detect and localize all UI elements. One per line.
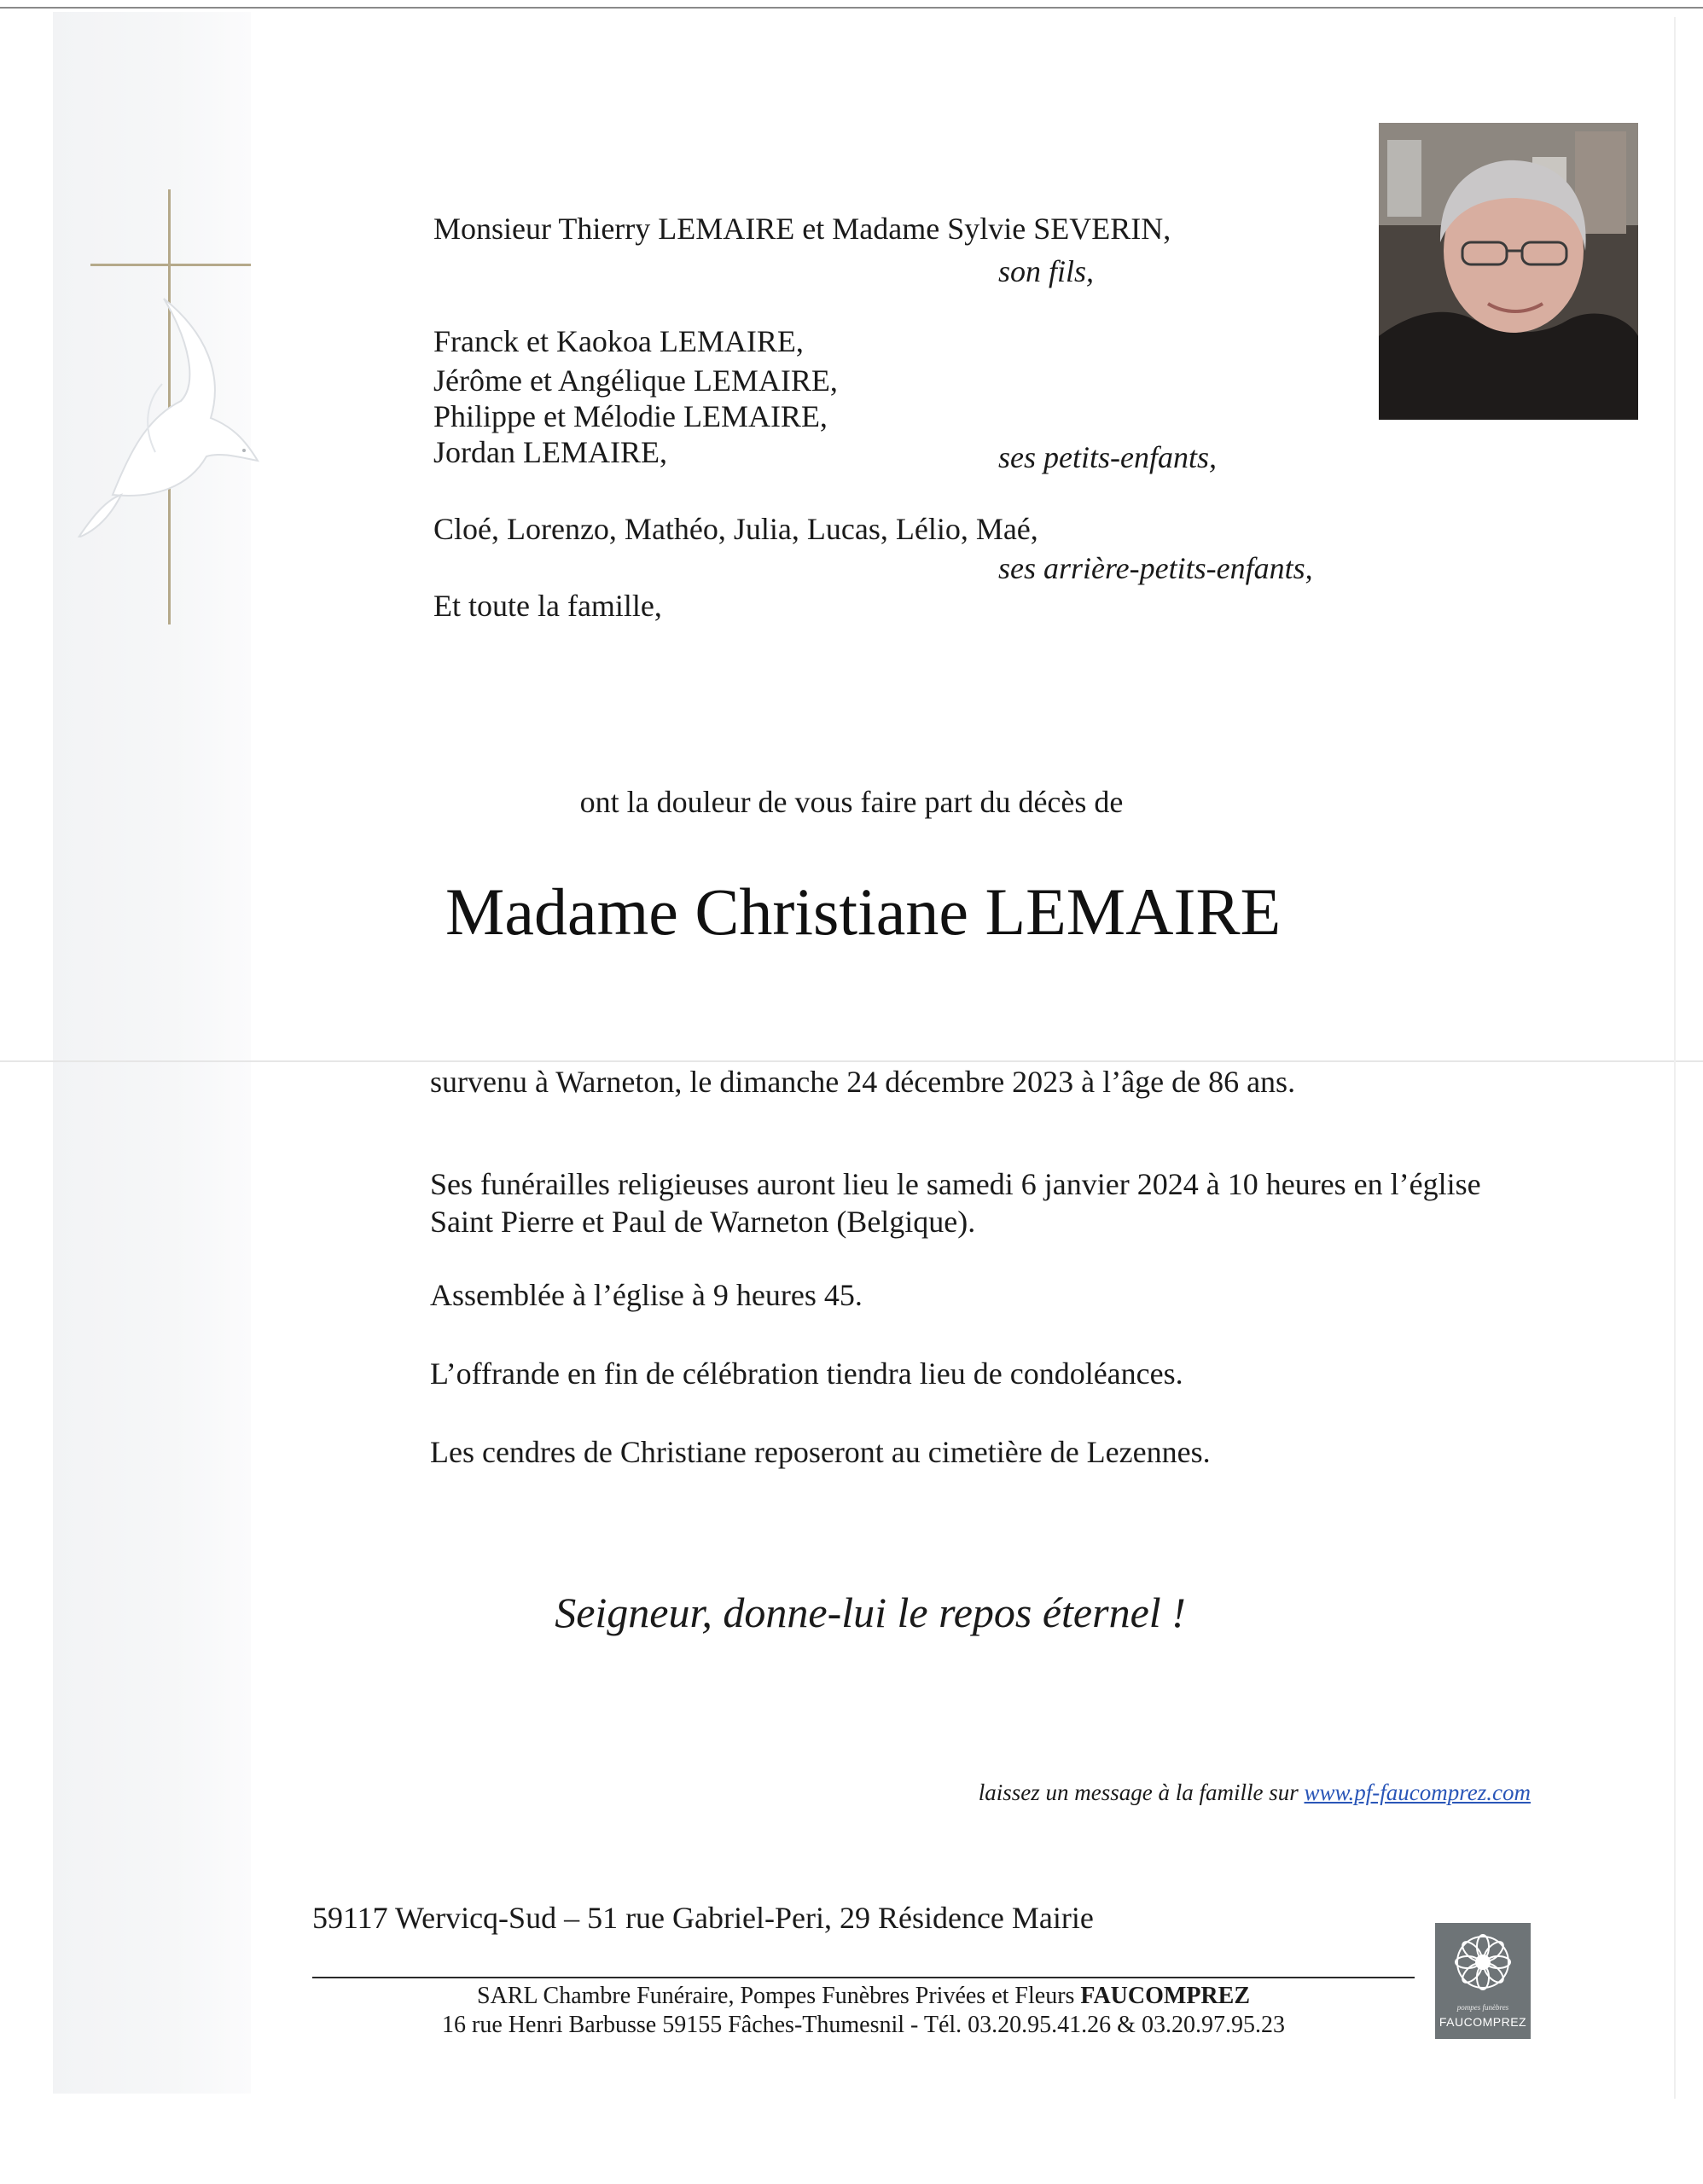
death-details: survenu à Warneton, le dimanche 24 décembre 2023 à l’âge de 86 ans. [430,1065,1296,1099]
family-address: 59117 Wervicq-Sud – 51 rue Gabriel-Peri, 29 Résidence Mairie [312,1901,1094,1935]
grandchild-line-1: Franck et Kaokoa LEMAIRE, [433,324,804,358]
great-grandchildren-relation: ses arrière-petits-enfants, [998,551,1313,585]
all-family: Et toute la famille, [433,589,662,623]
company-description: SARL Chambre Funéraire, Pompes Funèbres Privées et Fleurs [477,1983,1075,2009]
funeral-line-2: Saint Pierre et Paul de Warneton (Belgique). [430,1205,976,1239]
portrait-photo [1379,123,1638,420]
company-line-2: 16 rue Henri Barbusse 59155 Fâches-Thumesnil - Tél. 03.20.95.41.26 & 03.20.97.95.23 [442,2012,1285,2038]
grandchild-line-2: Jérôme et Angélique LEMAIRE, [433,363,838,398]
company-brand: FAUCOMPREZ [1080,1983,1250,2009]
company-logo [1435,1923,1531,2039]
grandchildren-relation: ses petits-enfants, [998,440,1217,474]
fold-line [0,1060,1703,1062]
ashes-note: Les cendres de Christiane reposeront au cimetière de Lezennes. [430,1435,1211,1469]
announcement: ont la douleur de vous faire part du décès de [579,785,1124,819]
message-prefix: laissez un message à la famille sur [978,1780,1299,1805]
top-rule [0,7,1703,9]
son-names: Monsieur Thierry LEMAIRE et Madame Sylvie SEVERIN, [433,212,1171,246]
grandchild-line-3: Philippe et Mélodie LEMAIRE, [433,399,828,433]
dove-icon [61,282,266,537]
website-link[interactable]: www.pf-faucomprez.com [1304,1780,1531,1805]
grandchild-line-4: Jordan LEMAIRE, [433,435,667,469]
son-relation: son fils, [998,254,1095,288]
logo-name: FAUCOMPREZ [1439,2015,1527,2029]
great-grandchildren-names: Cloé, Lorenzo, Mathéo, Julia, Lucas, Lélio, Maé, [433,512,1038,546]
right-edge [1674,17,1676,2099]
deceased-name: Madame Christiane LEMAIRE [445,874,1282,949]
company-line-1 [312,1982,1415,2011]
footer-rule [312,1977,1415,1978]
funeral-line-1: Ses funérailles religieuses auront lieu le samedi 6 janvier 2024 à 10 heures en l’église [430,1167,1481,1201]
flower-emblem-icon [1435,1923,1531,2001]
assembly-time: Assemblée à l’église à 9 heures 45. [430,1278,863,1312]
offering-note: L’offrande en fin de célébration tiendra lieu de condoléances. [430,1356,1183,1391]
cross-icon-bar [90,264,251,266]
logo-tagline: pompes funèbres [1456,2003,1509,2012]
prayer: Seigneur, donne-lui le repos éternel ! [555,1589,1186,1636]
message-line [979,1778,1531,1807]
